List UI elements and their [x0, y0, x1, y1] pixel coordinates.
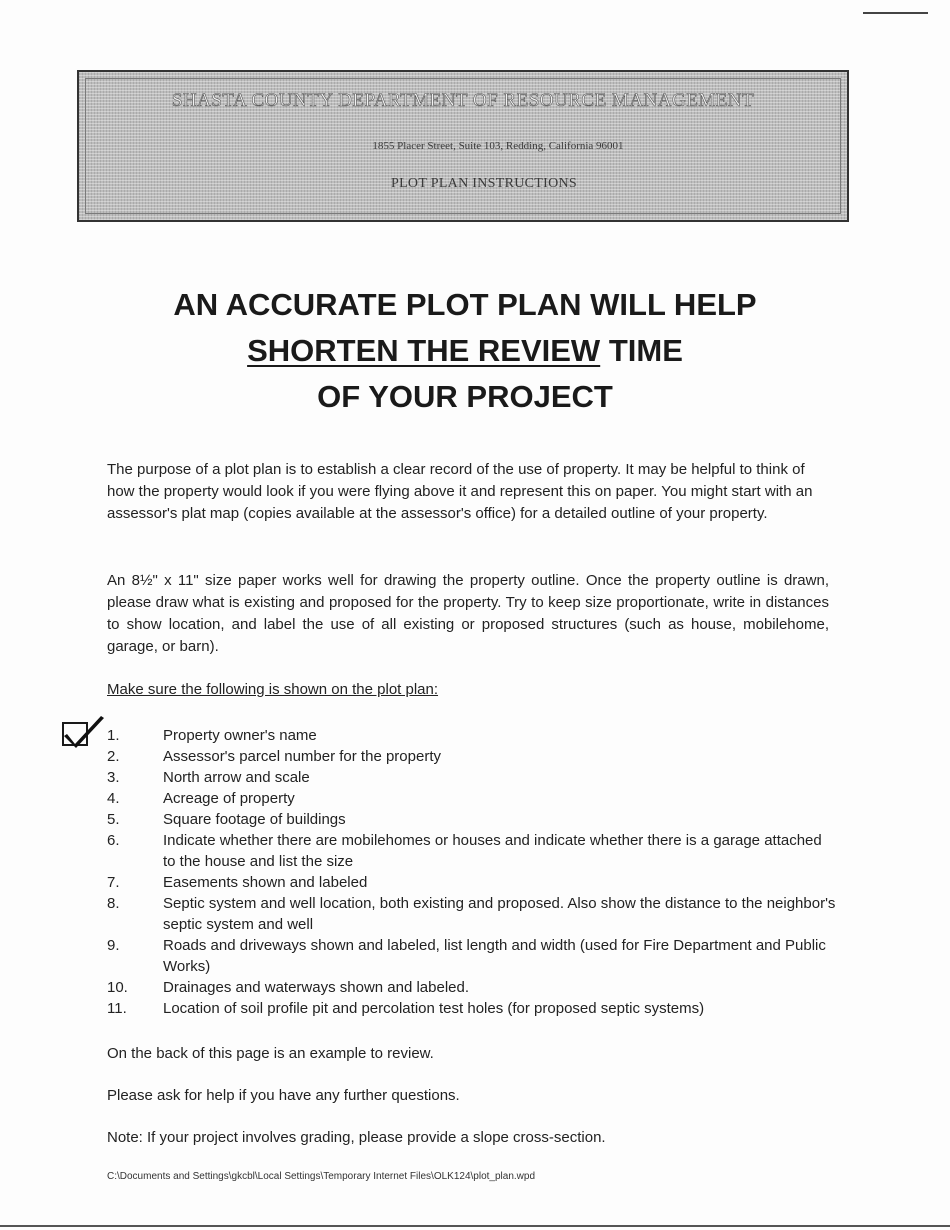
headline-line-1: AN ACCURATE PLOT PLAN WILL HELP: [173, 287, 757, 322]
checklist-item-number: 7.: [107, 874, 120, 891]
checklist-item-text: Location of soil profile pit and percolation test holes (for proposed septic systems): [163, 1000, 705, 1017]
example-note: On the back of this page is an example to review.: [107, 1045, 434, 1062]
checklist-item-text: Indicate whether there are mobilehomes or houses and indicate whether there is a garage attached to the house and list the size: [163, 832, 822, 870]
checklist-item-text: Square footage of buildings: [163, 811, 346, 828]
checklist-item: [107, 830, 837, 872]
checklist-item-text: Drainages and waterways shown and labeled.: [163, 979, 470, 996]
checklist-item: [107, 725, 837, 746]
checklist-heading: Make sure the following is shown on the plot plan:: [107, 681, 439, 698]
checklist-item-text: Septic system and well location, both existing and proposed. Also show the distance to the neighbor's septic system and well: [163, 895, 836, 933]
file-path-footer: C:\Documents and Settings\gkcbl\Local Settings\Temporary Internet Files\OLK124\plot_plan.wpd: [107, 1171, 536, 1182]
checklist-item: [107, 893, 837, 935]
help-note: Please ask for help if you have any further questions.: [107, 1087, 460, 1104]
checklist-item-number: 8.: [107, 895, 120, 912]
checklist-item: [107, 746, 837, 767]
checklist-item: [107, 977, 837, 998]
checklist-item-text: Assessor's parcel number for the property: [163, 748, 441, 765]
checkmark-icon: [61, 712, 109, 748]
header-banner: [77, 70, 849, 222]
checklist-item-number: 11.: [107, 1000, 127, 1017]
checklist-item-number: 6.: [107, 832, 120, 849]
headline-line-3: OF YOUR PROJECT: [317, 379, 613, 414]
checklist-item: [107, 767, 837, 788]
checklist-item-number: 9.: [107, 937, 120, 954]
checklist-item-number: 4.: [107, 790, 120, 807]
checklist-item-text: Acreage of property: [163, 790, 295, 807]
checklist-item-number: 10.: [107, 979, 128, 996]
checklist-item: [107, 998, 837, 1019]
paper-size-paragraph: An 8½" x 11" size paper works well for drawing the property outline. Once the property outline is drawn, please draw what is existing and proposed for the property. Try to keep size proportionate, write in distances to show location, and label the use of all existing or proposed structures (such as house, mobilehome, garage, or barn).: [107, 572, 829, 655]
purpose-paragraph: The purpose of a plot plan is to establish a clear record of the use of property. It may be helpful to think of how the property would look if you were flying above it and represent this on paper. You might start with an assessor's plat map (copies available at the assessor's office) for a detailed outline of your property.: [107, 461, 813, 522]
checklist-item-text: Easements shown and labeled: [163, 874, 368, 891]
checklist-item: [107, 809, 837, 830]
checklist-item-text: Property owner's name: [163, 727, 317, 744]
checklist: [107, 725, 837, 1019]
department-title: SHASTA COUNTY DEPARTMENT OF RESOURCE MANAGEMENT: [171, 90, 755, 111]
checklist-item-number: 2.: [107, 748, 120, 765]
instructions-subtitle: PLOT PLAN INSTRUCTIONS: [390, 176, 578, 191]
headline-line-2-rest: TIME: [600, 333, 683, 368]
bottom-rule: [0, 1225, 950, 1227]
corner-rule: [863, 12, 928, 14]
headline-underlined-phrase: SHORTEN THE REVIEW: [247, 333, 601, 368]
checklist-item-text: Roads and driveways shown and labeled, list length and width (used for Fire Department and Public Works): [163, 937, 826, 975]
checklist-item: [107, 872, 837, 893]
headline-line-2: [100, 329, 830, 373]
checklist-item-text: North arrow and scale: [163, 769, 310, 786]
checklist-item: [107, 935, 837, 977]
checklist-item: [107, 788, 837, 809]
checklist-item-number: 1.: [107, 727, 120, 744]
department-address: 1855 Placer Street, Suite 103, Redding, California 96001: [372, 140, 624, 152]
checklist-item-number: 3.: [107, 769, 120, 786]
checkmark-box: [62, 722, 88, 746]
grading-note: Note: If your project involves grading, please provide a slope cross-section.: [107, 1129, 606, 1146]
checklist-item-number: 5.: [107, 811, 120, 828]
